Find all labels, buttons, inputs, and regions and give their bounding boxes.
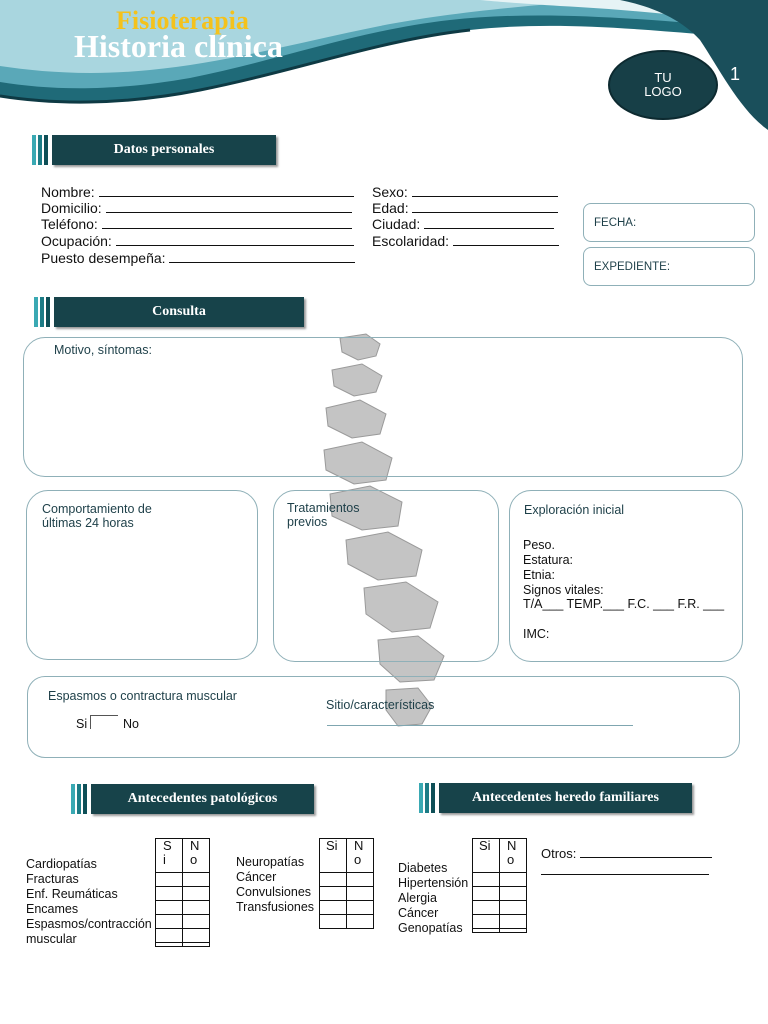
si-header: Si [473,839,500,873]
list-item: Genopatías [398,921,463,935]
table-cell[interactable] [473,887,500,901]
table-cell[interactable] [320,873,347,887]
table-cell[interactable] [473,929,500,933]
list-item: Cardiopatías [26,857,97,871]
espasmos-checkbox[interactable] [90,715,118,729]
table-cell[interactable] [156,873,183,887]
espasmos-label: Espasmos o contractura muscular [48,689,237,703]
logo-text: TU LOGO [644,70,682,99]
section-title: Consulta [54,297,304,327]
list-item: Diabetes [398,861,448,875]
table-cell[interactable] [347,915,374,929]
si-header: S i [156,839,183,873]
no-header: N o [500,839,527,873]
imc-label: IMC: [523,627,550,641]
logo-placeholder [608,50,718,120]
list-item: Alergia [398,891,437,905]
table-cell[interactable] [156,915,183,929]
tratamientos-box[interactable] [273,490,499,662]
list-item: Cáncer [398,906,439,920]
table-cell[interactable] [183,901,210,915]
document-title: Historia clínica [74,28,283,64]
table-cell[interactable] [183,887,210,901]
table-cell[interactable] [500,901,527,915]
patologicos-table-1 [155,838,210,947]
estatura-label: Estatura: [523,553,574,567]
table-cell[interactable] [156,943,183,947]
table-cell[interactable] [347,901,374,915]
list-item: Neuropatías [236,855,305,869]
field-edad[interactable]: Edad: [372,200,558,216]
patologicos-table-2 [319,838,374,929]
no-header: N o [347,839,374,873]
table-cell[interactable] [183,929,210,943]
list-item: Cáncer [236,870,277,884]
sitio-label: Sitio/características [326,698,435,712]
list-item: Fracturas [26,872,79,886]
table-cell[interactable] [500,873,527,887]
table-cell[interactable] [183,873,210,887]
list-item: Transfusiones [236,900,315,914]
espasmos-no-label: No [123,717,139,731]
header-banner [0,0,768,130]
field-puesto[interactable]: Puesto desempeña: [41,250,355,266]
table-cell[interactable] [347,887,374,901]
section-heredo [419,783,692,813]
exploracion-label: Exploración inicial [524,503,625,517]
sitio-line[interactable] [327,725,633,726]
table-cell[interactable] [156,901,183,915]
table-cell[interactable] [473,873,500,887]
field-ciudad[interactable]: Ciudad: [372,216,554,232]
section-consulta [34,297,304,327]
section-title: Antecedentes patológicos [91,784,314,814]
patologicos-list-2 [236,855,314,915]
page-number: 1 [730,64,741,84]
heredo-table [472,838,527,933]
field-otros[interactable]: Otros: [541,846,712,862]
section-datos-personales [32,135,276,165]
section-title: Antecedentes heredo familiares [439,783,692,813]
field-domicilio[interactable]: Domicilio: [41,200,352,216]
table-cell[interactable] [156,887,183,901]
espasmos-si-label: Si [76,717,88,731]
signos-label: Signos vitales: [523,583,604,597]
fecha-label: FECHA: [594,216,637,229]
comportamiento-box[interactable] [26,490,258,660]
field-telefono[interactable]: Teléfono: [41,216,352,232]
table-cell[interactable] [320,915,347,929]
espasmos-box [27,676,740,758]
list-item: Enf. Reumáticas [26,887,118,901]
field-expediente[interactable] [583,247,755,286]
patologicos-list-1 [26,857,152,947]
list-item: Espasmos/contracción [26,917,152,931]
vitales-fields: T/A___ TEMP.___ F.C. ___ F.R. ___ [523,597,725,611]
no-header: N o [183,839,210,873]
peso-label: Peso. [523,538,555,552]
field-sexo[interactable]: Sexo: [372,184,558,200]
table-cell[interactable] [500,887,527,901]
expediente-label: EXPEDIENTE: [594,260,671,273]
table-cell[interactable] [473,901,500,915]
field-ocupacion[interactable]: Ocupación: [41,233,354,249]
table-cell[interactable] [320,887,347,901]
brand-subtitle: Fisioterapia [116,6,249,35]
section-title: Datos personales [52,135,276,165]
etnia-label: Etnia: [523,568,555,582]
list-item: Hipertensión [398,876,469,890]
table-cell[interactable] [156,929,183,943]
table-cell[interactable] [500,915,527,929]
list-item: muscular [26,932,77,946]
list-item: Convulsiones [236,885,312,899]
si-header: Si [320,839,347,873]
table-cell[interactable] [347,873,374,887]
field-fecha[interactable] [583,203,755,242]
tratamientos-label: Tratamientos previos [287,501,360,529]
comportamiento-label: Comportamiento de últimas 24 horas [42,502,152,530]
table-cell[interactable] [183,915,210,929]
otros-line-2[interactable] [541,874,709,875]
list-item: Encames [26,902,79,916]
table-cell[interactable] [473,915,500,929]
exploracion-box[interactable] [509,490,743,662]
motivo-box[interactable] [23,337,743,477]
field-escolaridad[interactable]: Escolaridad: [372,233,559,249]
table-cell[interactable] [183,943,210,947]
section-patologicos [71,784,314,814]
heredo-list [398,861,468,936]
table-cell[interactable] [500,929,527,933]
field-nombre[interactable]: Nombre: [41,184,354,200]
motivo-label: Motivo, síntomas: [54,343,152,357]
table-cell[interactable] [320,901,347,915]
